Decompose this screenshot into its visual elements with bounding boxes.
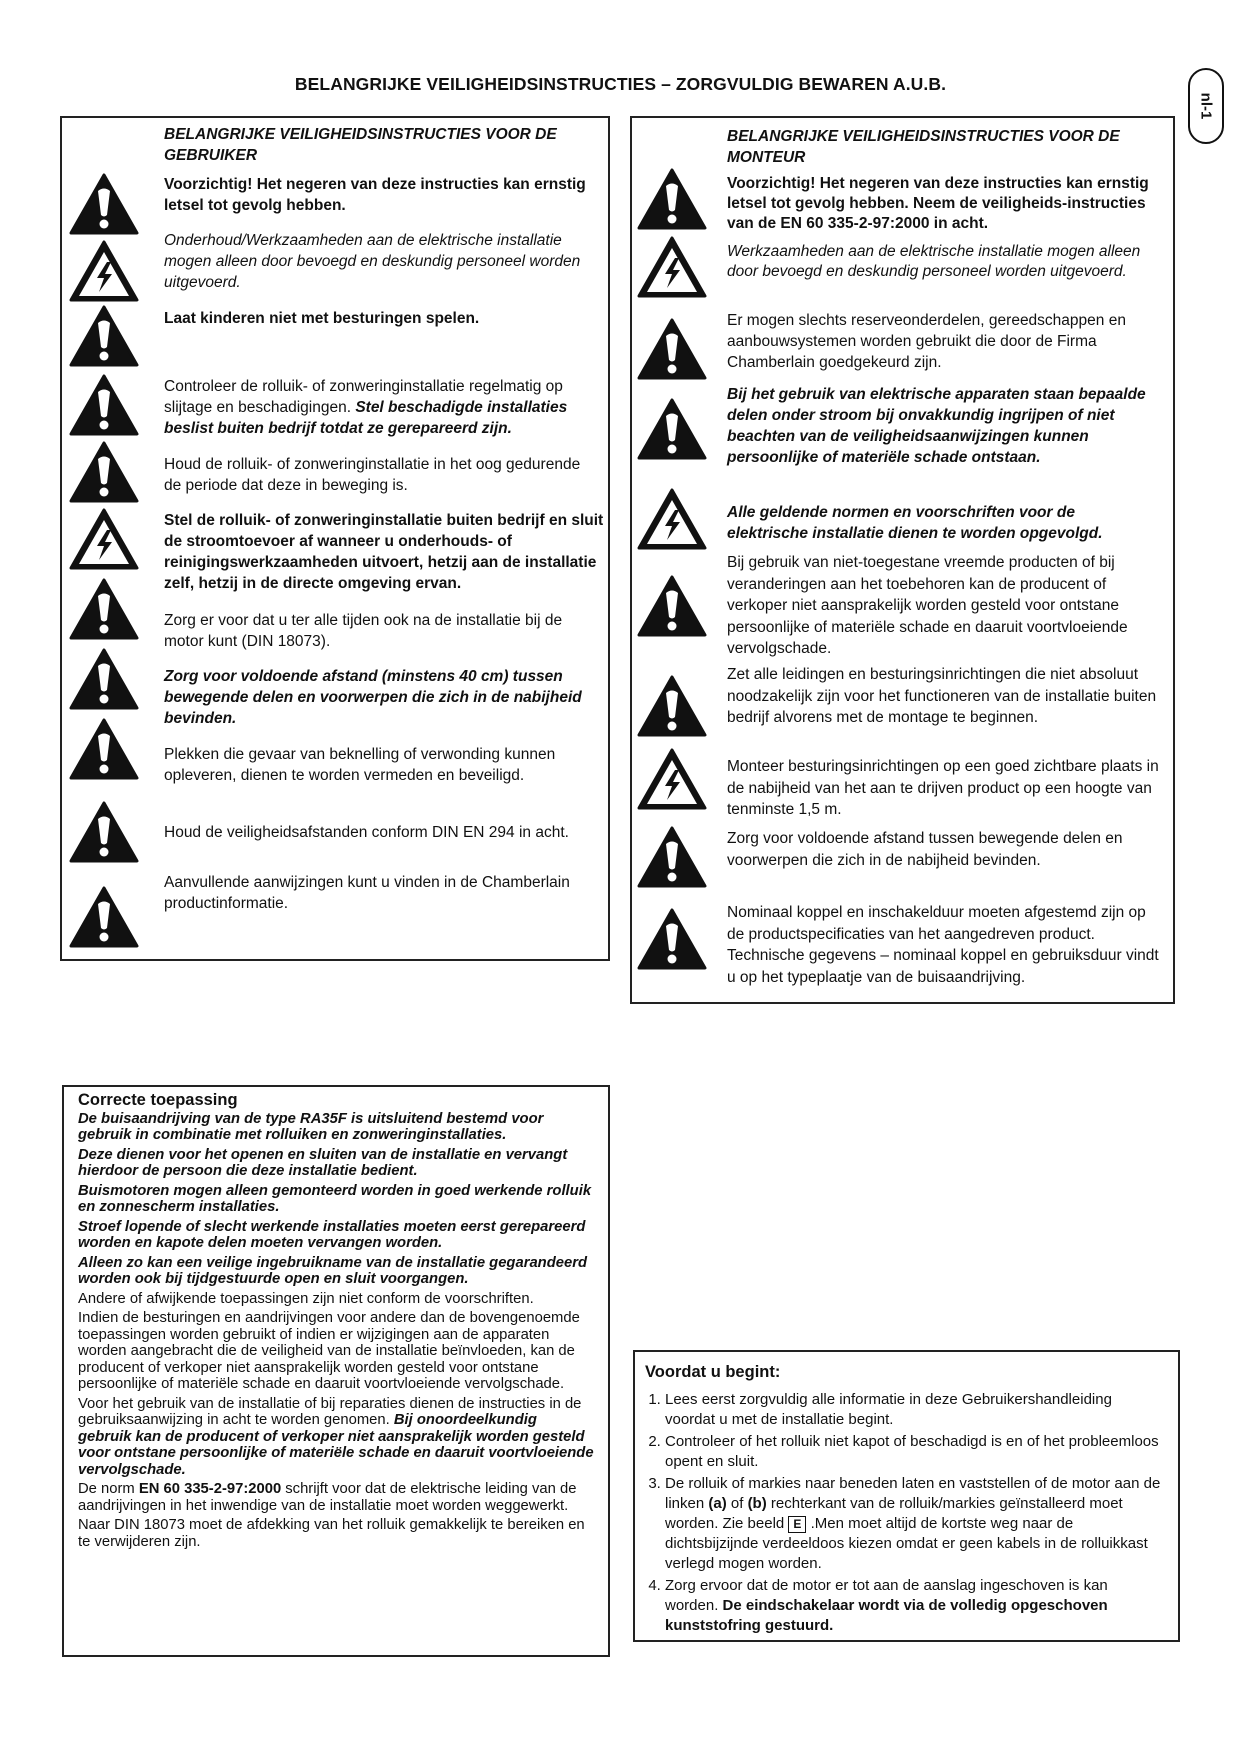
warning-icon <box>69 648 139 710</box>
user-power-off-text: Stel de rolluik- of zonweringinstallatie buiten bedrijf en sluit de stroomtoevoer af wanneer u onderhouds- of reinigingswerkzaamheden uitvoert, hetzij aan de installatie zelf, hetzij in de directe omgeving ervan. <box>164 512 604 592</box>
before-start-box <box>633 1350 1180 1642</box>
correct-use-p9-a: De norm <box>78 1481 139 1497</box>
electric-hazard-icon <box>637 488 707 550</box>
step-3-d: (b) <box>747 1495 767 1512</box>
page-number-tab <box>1188 68 1224 144</box>
installer-foreign-products-text: Bij gebruik van niet-toegestane vreemde producten of bij veranderingen aan het toebehoren kan de producent of verkoper niet aansprakelijk worden gesteld voor ontstane persoonlijke of materiële schade en daaruit voortvloeiende vervolgschade. <box>727 554 1128 657</box>
installer-torque-text: Nominaal koppel en inschakelduur moeten afgestemd zijn op de productspecificaties van het aangedreven product. Technische gegevens – nominaal koppel en gebruiksduur vindt u op het typeplaatje van de buisaandrijving. <box>727 904 1159 986</box>
installer-distance-text: Zorg voor voldoende afstand tussen bewegende delen en voorwerpen die zich in de nabijheid bevinden. <box>727 830 1123 869</box>
warning-icon <box>69 374 139 436</box>
installer-safety-box <box>630 116 1175 1004</box>
before-start-step-4 <box>665 1576 1164 1636</box>
before-start-steps <box>645 1390 1164 1636</box>
correct-use-box <box>62 1085 610 1657</box>
warning-icon <box>637 826 707 888</box>
warning-icon <box>69 801 139 863</box>
correct-use-p1: De buisaandrijving van de type RA35F is uitsluitend bestemd voor gebruik in combinatie met rolluiken en zonweringinstallaties. <box>78 1110 544 1143</box>
warning-icon <box>69 718 139 780</box>
correct-use-p8-b: Bij onoordeelkundig gebruik kan de producent of verkoper niet aansprakelijk worden gesteld voor ontstane persoonlijke of materiële schade en daaruit voortvloeiende vervolgschade. <box>78 1412 594 1478</box>
warning-icon <box>69 173 139 235</box>
electric-hazard-icon <box>69 240 139 302</box>
correct-use-p9 <box>78 1481 594 1514</box>
before-start-step-2: 2. Controleer of het rolluik niet kapot of beschadigd is en of het probleemloos opent en sluit. <box>665 1432 1164 1472</box>
electric-hazard-icon <box>69 508 139 570</box>
step-3-g: .Men moet altijd de kortste weg naar de dichtsbijzijnde verdeeldoos kiezen omdat er geen kabels in de rolluikkast verlegd mogen worden. <box>665 1515 1148 1572</box>
user-watch-text: Houd de rolluik- of zonweringinstallatie in het oog gedurende de periode dat deze in beweging is. <box>164 456 581 494</box>
correct-use-p2: Deze dienen voor het openen en sluiten van de installatie en vervangt hierdoor de persoon die deze installatie bedient. <box>78 1146 568 1179</box>
user-caution-text: Voorzichtig! Het negeren van deze instructies kan ernstig letsel tot gevolg hebben. <box>164 176 586 214</box>
installer-norms-text: Alle geldende normen en voorschriften voor de elektrische installatie dienen te worden opgevolgd. <box>727 504 1103 542</box>
correct-use-p7: Indien de besturingen en aandrijvingen voor andere dan de bovengenoemde toepassingen worden gebruikt of indien er wijzigingen aan de apparaten worden aangebracht die de veiligheid van de installatie beïnvloeden, kan de producent of verkoper niet aansprakelijk worden gesteld voor ontstane persoonlijke of materiële schade en daaruit voortvloeiende vervolgschade. <box>78 1310 580 1392</box>
user-info-text: Aanvullende aanwijzingen kunt u vinden in de Chamberlain productinformatie. <box>164 874 570 912</box>
correct-use-content <box>78 1092 594 1553</box>
warning-icon <box>637 575 707 637</box>
correct-use-p10: Naar DIN 18073 moet de afdekking van het rolluik gemakkelijk te bereiken en te verwijderen zijn. <box>78 1517 585 1550</box>
warning-icon <box>637 318 707 380</box>
installer-electrical-text: Werkzaamheden aan de elektrische installatie mogen alleen door bevoegd en deskundig personeel worden uitgevoerd. <box>727 243 1141 280</box>
step-4-a: Zorg ervoor dat de motor er tot aan de aanslag ingeschoven is kan worden. <box>665 1577 1108 1614</box>
warning-icon <box>69 305 139 367</box>
user-motor-access-text: Zorg er voor dat u ter alle tijden ook na de installatie bij de motor kunt (DIN 18073). <box>164 612 563 650</box>
before-start-title: Voordat u begint: <box>645 1363 781 1381</box>
user-pinch-text: Plekken die gevaar van beknelling of verwonding kunnen opleveren, dienen te worden vermeden en beveiligd. <box>164 746 556 784</box>
installer-electrical-warning-text: Bij het gebruik van elektrische apparaten staan bepaalde delen onder stroom bij onvakkundig ingrijpen of niet beachten van de veiligheidsaanwijzingen kunnen persoonlijke of materiële schade ontstaan. <box>727 386 1146 466</box>
step-3-e: rechterkant van de rolluik/markies geïnstalleerd moet worden. Zie beeld <box>665 1495 1123 1532</box>
step-3-a: De rolluik of markies naar beneden laten en vaststellen of de motor aan de linken <box>665 1475 1161 1512</box>
user-children-text: Laat kinderen niet met besturingen spelen. <box>164 310 480 327</box>
page-title: BELANGRIJKE VEILIGHEIDSINSTRUCTIES – ZORGVULDIG BEWAREN A.U.B. <box>294 74 947 94</box>
step-3-b: (a) <box>708 1495 727 1512</box>
correct-use-p8 <box>78 1396 594 1479</box>
user-distance-text: Zorg voor voldoende afstand (minstens 40 cm) tussen bewegende delen en voorwerpen die zich in de nabijheid bevinden. <box>164 668 582 727</box>
warning-icon <box>69 578 139 640</box>
user-inspect-text-a: Controleer de rolluik- of zonweringinstallatie regelmatig op slijtage en beschadigingen. <box>164 378 563 416</box>
warning-icon <box>69 441 139 503</box>
correct-use-p4: Stroef lopende of slecht werkende installaties moeten eerst gerepareerd worden en kapote delen moeten vervangen worden. <box>78 1218 586 1251</box>
warning-icon <box>637 168 707 230</box>
user-inspect-text-b: Stel beschadigde installaties beslist buiten bedrijf totdat ze gerepareerd zijn. <box>164 399 568 437</box>
correct-use-title: Correcte toepassing <box>78 1091 238 1109</box>
warning-icon <box>637 908 707 970</box>
correct-use-p9-c: schrijft voor dat de elektrische leiding van de aandrijvingen in het inwendige van de installatie moet worden weggewerkt. <box>78 1481 577 1514</box>
before-start-step-3 <box>665 1474 1164 1574</box>
warning-icon <box>69 886 139 948</box>
installer-caution-text: Voorzichtig! Het negeren van deze instructies kan ernstig letsel tot gevolg hebben. Neem de veiligheids-instructies van de EN 60 335-2-97:2000 in acht. <box>727 175 1149 232</box>
installer-disconnect-text: Zet alle leidingen en besturingsinrichtingen die niet absoluut noodzakelijk zijn voor het functioneren van de installatie buiten bedrijf alvorens met de montage te beginnen. <box>727 666 1157 726</box>
correct-use-p3: Buismotoren mogen alleen gemonteerd worden in goed werkende rolluik en zonnescherm installaties. <box>78 1182 592 1215</box>
user-din-text: Houd de veiligheidsafstanden conform DIN EN 294 in acht. <box>164 824 569 841</box>
installer-controls-placement-text: Monteer besturingsinrichtingen op een goed zichtbare plaats in de nabijheid van het aan te drijven product op een hoogte van tenminste 1,5 m. <box>727 758 1159 818</box>
step-3-c: of <box>726 1495 748 1512</box>
correct-use-p8-a: Voor het gebruik van de installatie of bij reparaties dienen de instructies in de gebruiksaanwijzing in acht te worden genomen. <box>78 1395 582 1428</box>
user-inspect-text <box>164 376 604 439</box>
correct-use-p6: Andere of afwijkende toepassingen zijn niet conform de voorschriften. <box>78 1290 534 1307</box>
warning-icon <box>637 675 707 737</box>
installer-box-heading: BELANGRIJKE VEILIGHEIDSINSTRUCTIES VOOR DE MONTEUR <box>727 128 1120 166</box>
electric-hazard-icon <box>637 236 707 298</box>
electric-hazard-icon <box>637 748 707 810</box>
before-start-step-1: 1. Lees eerst zorgvuldig alle informatie in deze Gebruikershandleiding voordat u met de installatie begint. <box>665 1390 1164 1430</box>
correct-use-p9-b: EN 60 335-2-97:2000 <box>138 1481 282 1497</box>
installer-parts-text: Er mogen slechts reserveonderdelen, gereedschappen en aanbouwsystemen worden gebruikt die door de Firma Chamberlain goedgekeurd zijn. <box>727 312 1126 371</box>
correct-use-p5: Alleen zo kan een veilige ingebruikname van de installatie gegarandeerd worden ook bij tijdgestuurde open en sluit voorgangen. <box>78 1254 588 1287</box>
before-start-content <box>645 1362 1164 1638</box>
figure-e-reference: E <box>788 1516 806 1533</box>
user-electrical-text: Onderhoud/Werkzaamheden aan de elektrische installatie mogen alleen door bevoegd en deskundig personeel worden uitgevoerd. <box>164 232 581 291</box>
user-box-heading: BELANGRIJKE VEILIGHEIDSINSTRUCTIES VOOR DE GEBRUIKER <box>164 126 557 164</box>
page-number: nl-1 <box>1197 92 1215 120</box>
warning-icon <box>637 398 707 460</box>
user-safety-box <box>60 116 610 961</box>
step-4-b: De eindschakelaar wordt via de volledig opgeschoven kunststofring gestuurd. <box>665 1597 1108 1634</box>
